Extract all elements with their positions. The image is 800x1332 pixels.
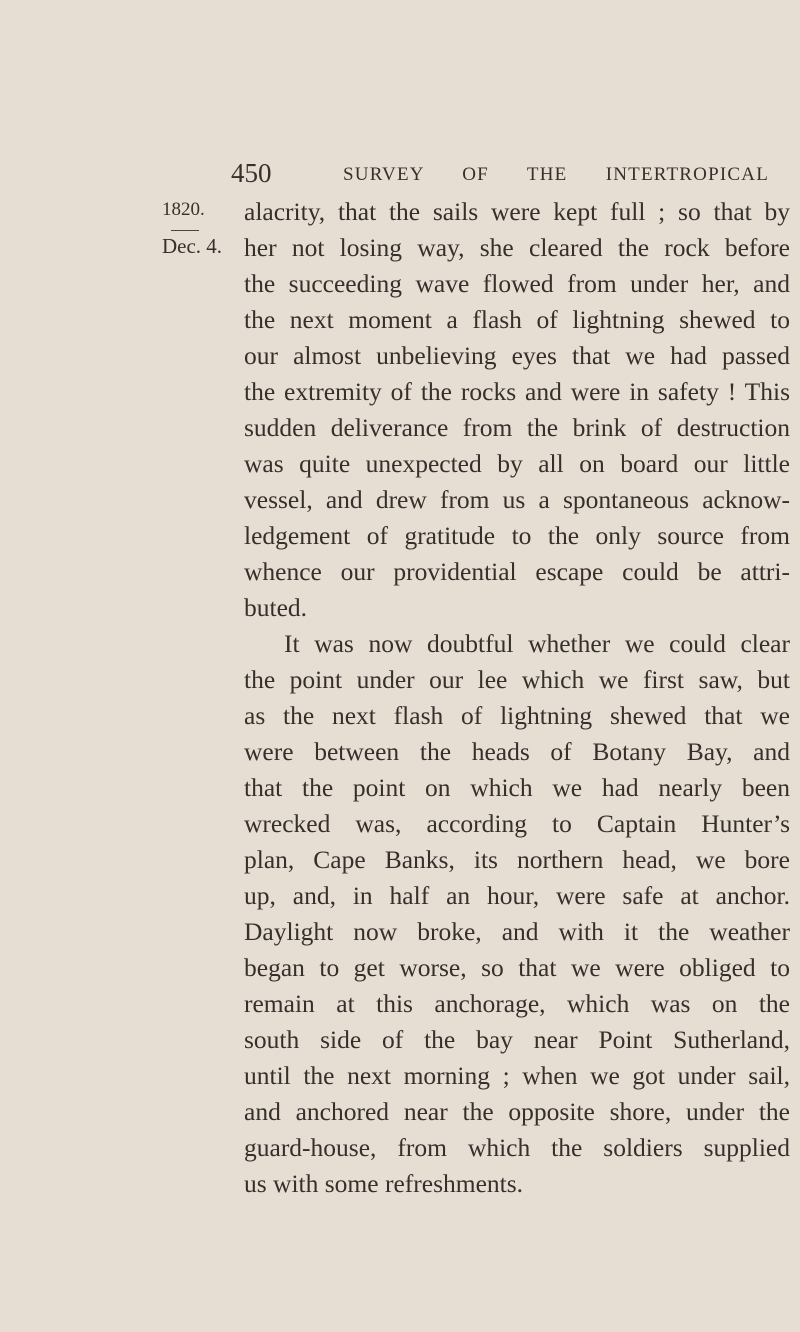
text-line: south side of the bay near Point Sutherland, — [244, 1025, 790, 1054]
text-line: our almost unbelieving eyes that we had passed — [244, 341, 790, 370]
text-line: sudden deliverance from the brink of destruction — [244, 413, 790, 442]
text-line: vessel, and drew from us a spontaneous acknow- — [244, 485, 790, 514]
text-line: plan, Cape Banks, its northern head, we bore — [244, 845, 790, 874]
margin-rule — [171, 230, 199, 231]
text-line: us with some refreshments. — [244, 1169, 524, 1198]
text-line: wrecked was, according to Captain Hunter’s — [244, 809, 790, 838]
page-number: 450 — [231, 158, 272, 188]
text-line: remain at this anchorage, which was on the — [244, 989, 790, 1018]
text-line: guard-house, from which the soldiers supplied — [244, 1133, 790, 1162]
text-line: whence our providential escape could be attri- — [244, 557, 790, 586]
text-line: until the next morning ; when we got under sail, — [244, 1061, 790, 1090]
text-line: her not losing way, she cleared the rock before — [244, 233, 790, 262]
text-line: ledgement of gratitude to the only source from — [244, 521, 790, 550]
margin-year: 1820. — [162, 199, 205, 220]
text-line: the point under our lee which we first saw, but — [244, 665, 790, 694]
text-line: buted. — [244, 593, 308, 622]
text-line: the next moment a flash of lightning shewed to — [244, 305, 790, 334]
margin-date: Dec. 4. — [162, 234, 223, 258]
text-line: were between the heads of Botany Bay, and — [244, 737, 790, 766]
text-line: was quite unexpected by all on board our little — [244, 449, 790, 478]
text-line: began to get worse, so that we were obliged to — [244, 953, 790, 982]
text-line: alacrity, that the sails were kept full ; so that by — [244, 197, 790, 226]
text-line: that the point on which we had nearly been — [244, 773, 790, 802]
running-title: SURVEY OF THE INTERTROPICAL — [343, 164, 769, 185]
text-line: and anchored near the opposite shore, under the — [244, 1097, 790, 1126]
text-line: up, and, in half an hour, were safe at anchor. — [244, 881, 790, 910]
text-line: as the next flash of lightning shewed that we — [244, 701, 790, 730]
text-line: It was now doubtful whether we could clear — [284, 629, 790, 658]
text-line: the extremity of the rocks and were in safety ! This — [244, 377, 790, 406]
text-line: Daylight now broke, and with it the weather — [244, 917, 790, 946]
text-line: the succeeding wave flowed from under her, and — [244, 269, 790, 298]
body-text — [244, 194, 790, 1202]
